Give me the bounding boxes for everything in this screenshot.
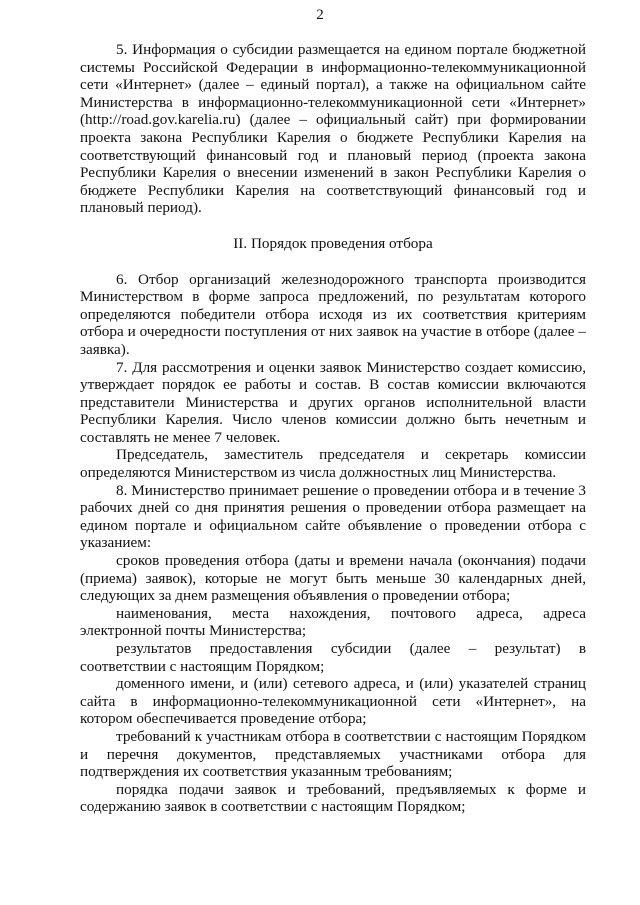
paragraph-5: 5. Информация о субсидии размещается на едином портале бюджетной системы Российской Федерации в информационно-телекоммуникационной сети «Интернет» (далее – единый портал), а также на официальном сайте Министерства в информационно-телекоммуникационной сети «Интернет» (http://road.gov.karelia.ru) (далее – официальный сайт) при формировании проекта закона Республики Карелия о бюджете Республики Карелия на соответствующий финансовый год и плановый период (проекта закона Республики Карелия о внесении изменений в закон Республики Карелия о бюджете Республики Карелия на соответствующий финансовый год и плановый период). (80, 41, 586, 217)
list-item-results: результатов предоставления субсидии (далее – результат) в соответствии с настоящим Порядком; (80, 640, 586, 675)
paragraph-8: 8. Министерство принимает решение о проведении отбора и в течение 3 рабочих дней со дня принятия решения о проведении отбора размещает на едином портале и официальном сайте объявление о проведении отбора с указанием: (80, 481, 586, 552)
document-body (80, 41, 586, 816)
paragraph-7: 7. Для рассмотрения и оценки заявок Министерство создает комиссию, утверждает порядок ее работы и состав. В состав комиссии включаются представители Министерства и других органов исполнительной власти Республики Карелия. Число членов комиссии должно быть нечетным и составлять не менее 7 человек. (80, 358, 586, 446)
section-heading: II. Порядок проведения отбора (233, 234, 433, 252)
list-item-application-procedure: порядка подачи заявок и требований, предъявляемых к форме и содержанию заявок в соответствии с настоящим Порядком; (80, 780, 586, 816)
paragraph-6: 6. Отбор организаций железнодорожного транспорта производится Министерством в форме запроса предложений, по результатам которого определяются победители отбора исходя из их соответствия критериям отбора и очередности поступления от них заявок на участие в отборе (далее – заявка). (80, 270, 586, 358)
list-item-ministry-contacts: наименования, места нахождения, почтового адреса, адреса электронной почты Министерства; (80, 604, 586, 640)
paragraph-commission-chair: Председатель, заместитель председателя и секретарь комиссии определяются Министерством из числа должностных лиц Министерства. (80, 446, 586, 482)
list-item-domain-name: доменного имени, и (или) сетевого адреса, и (или) указателей страниц сайта в информационно-телекоммуникационной сети «Интернет», на котором обеспечивается проведение отбора; (80, 675, 586, 728)
page-number: 2 (316, 7, 324, 23)
list-item-deadlines: сроков проведения отбора (даты и времени начала (окончания) подачи (приема) заявок), которые не могут быть меньше 30 календарных дней, следующих за днем размещения объявления о проведении отбора; (80, 552, 586, 605)
list-item-participant-requirements: требований к участникам отбора в соответствии с настоящим Порядком и перечня документов, представляемых участниками отбора для подтверждения их соответствия указанным требованиям; (80, 727, 586, 781)
